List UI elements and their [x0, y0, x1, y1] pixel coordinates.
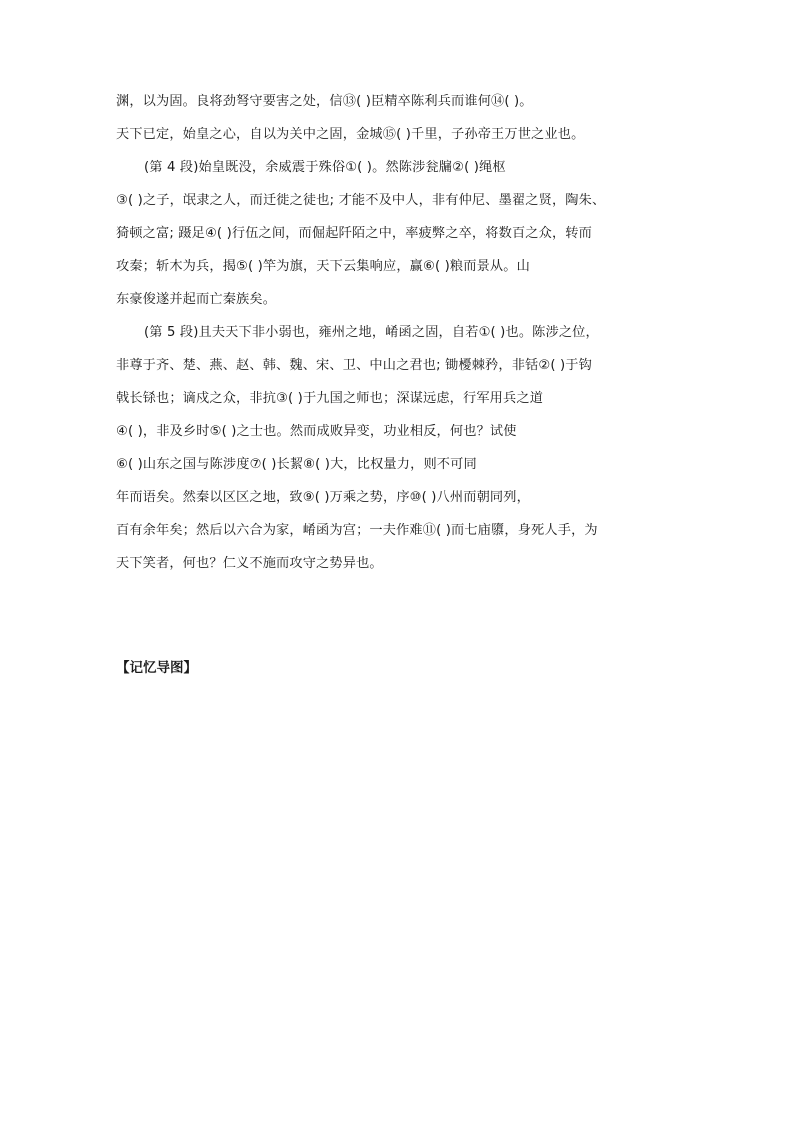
text-line: 东豪俊遂并起而亡秦族矣。: [116, 292, 277, 307]
text-line: 戟长铩也；谪戍之众，非抗③( )于九国之师也；深谋远虑，行军用兵之道: [116, 391, 544, 406]
text-line: ④( )，非及乡时⑤( )之士也。然而成败异变，功业相反，何也？试使: [116, 424, 517, 439]
text-line-paragraph-5-start: (第 5 段)且夫天下非小弱也，雍州之地，崤函之固，自若①( )也。陈涉之位，: [144, 325, 599, 340]
passage-text: [116, 92, 682, 587]
text-line: 渊，以为固。良将劲弩守要害之处，信⑬( )臣精卒陈利兵而谁何⑭( )。: [116, 94, 533, 109]
text-line: 天下已定，始皇之心，自以为关中之固，金城⑮( )千里，子孙帝王万世之业也。: [116, 127, 585, 142]
text-line-paragraph-4-start: (第 4 段)始皇既没，余威震于殊俗①( )。然陈涉瓮牖②( )绳枢: [144, 160, 506, 175]
text-line: 天下笑者，何也？仁义不施而攻守之势异也。: [116, 556, 383, 571]
text-line: ⑥( )山东之国与陈涉度⑦( )长絜⑧( )大，比权量力，则不可同: [116, 457, 477, 472]
text-line: 年而语矣。然秦以区区之地，致⑨( )万乘之势，序⑩( )八州而朝同列，: [116, 490, 530, 505]
text-line: 百有余年矣；然后以六合为家，崤函为宫；一夫作难⑪( )而七庙隳，身死人手，为: [116, 523, 598, 538]
text-line: ③( )之子，氓隶之人，而迁徙之徒也; 才能不及中人，非有仲尼、墨翟之贤，陶朱、: [116, 193, 606, 208]
text-line: 非尊于齐、楚、燕、赵、韩、魏、宋、卫、中山之君也; 锄櫌棘矜，非铦②( )于钩: [116, 358, 592, 373]
text-line: 攻秦；斩木为兵，揭⑤( )竿为旗，天下云集响应，赢⑥( )粮而景从。山: [116, 259, 530, 274]
text-line: 猗顿之富; 蹑足④( )行伍之间，而倔起阡陌之中，率疲弊之卒，将数百之众，转而: [116, 226, 592, 241]
section-heading: 【记忆导图】: [116, 660, 197, 676]
